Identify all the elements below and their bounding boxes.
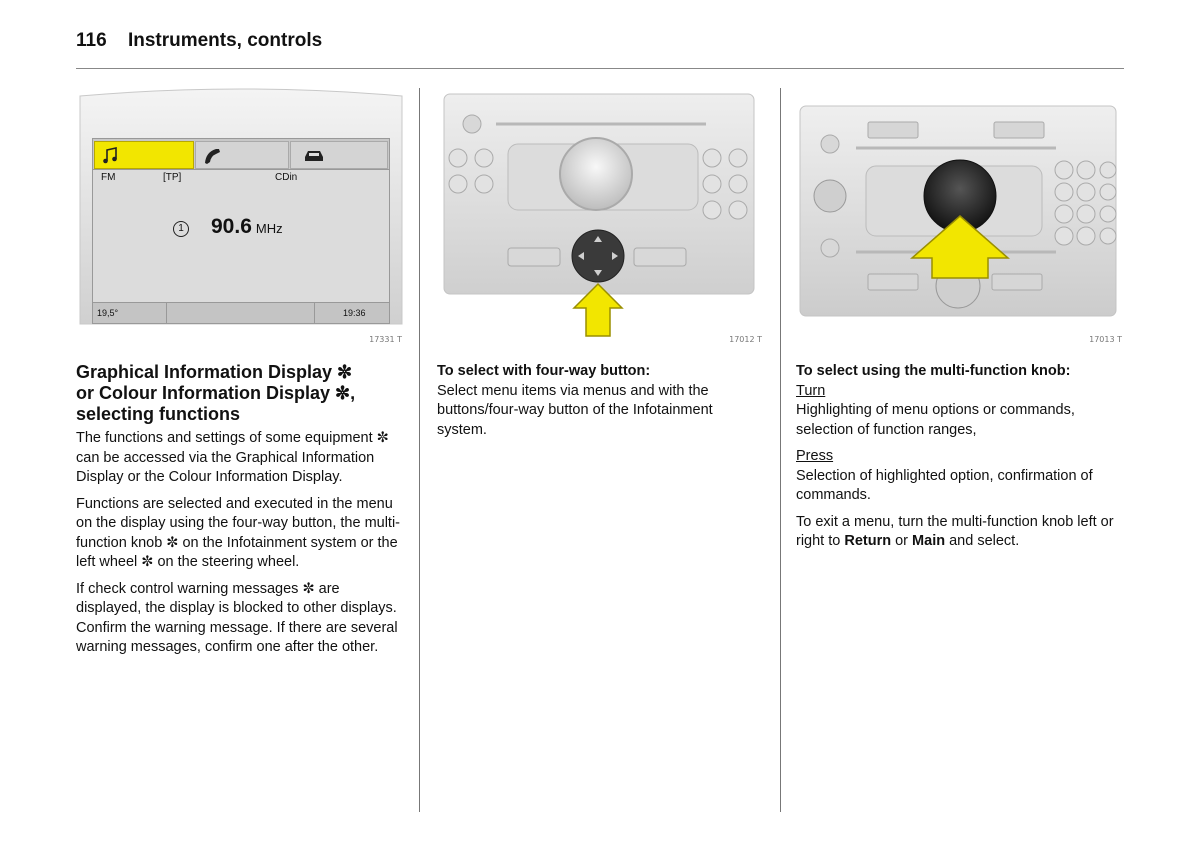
- figure-code: 17013 T: [1089, 335, 1122, 344]
- figure-code: 17012 T: [729, 335, 762, 344]
- column-graphical-display: [76, 362, 406, 665]
- tab-audio: [94, 141, 194, 169]
- temperature-readout: 19,5°: [93, 303, 167, 323]
- subsection-title: To select with four-way button:: [437, 363, 651, 379]
- phone-icon: [202, 146, 226, 166]
- fm-label: FM: [101, 172, 116, 183]
- column-divider: [780, 88, 781, 812]
- display-tab-bar: [93, 139, 389, 170]
- column-multi-function-knob: [796, 362, 1126, 559]
- display-figure: [76, 86, 406, 348]
- paragraph: The functions and settings of some equipment ✼ can be accessed via the Graphical Information Display or the Colour Information Display.: [76, 430, 389, 485]
- clock-readout: 19:36: [343, 308, 366, 318]
- paragraph: Selection of highlighted option, confirmation of commands.: [796, 467, 1093, 503]
- radio-panel-drawing: [436, 86, 766, 348]
- section-title: Graphical Information Display ✼ or Colour Information Display ✼, selecting functions: [76, 362, 356, 424]
- music-note-icon: [101, 146, 121, 166]
- tp-label: [TP]: [163, 172, 182, 183]
- paragraph: To exit a menu, turn the multi-function knob left or right to Return or Main and select.: [796, 513, 1114, 549]
- frequency-readout: [211, 215, 283, 239]
- tab-phone: [195, 141, 289, 169]
- subsection-title: To select using the multi-function knob:: [796, 363, 1071, 379]
- status-segment: [167, 303, 315, 323]
- cd-label: CDin: [275, 172, 298, 183]
- knob-panel-figure: [796, 86, 1126, 348]
- press-label: Press: [796, 448, 834, 464]
- column-four-way-button: [437, 362, 763, 447]
- paragraph: Highlighting of menu options or commands, selection of function ranges,: [796, 402, 1075, 438]
- turn-label: Turn: [796, 382, 826, 399]
- preset-number: 1: [173, 221, 189, 237]
- column-divider: [419, 88, 420, 812]
- page-title: Instruments, controls: [127, 30, 323, 51]
- frequency-unit: MHz: [255, 221, 283, 236]
- knob-panel-drawing: [796, 86, 1126, 348]
- display-status-bar: [93, 302, 389, 323]
- paragraph: If check control warning messages ✼ are displayed, the display is blocked to other displays. Confirm the warning message. If there are several warning messages, confirm one after the other.: [76, 580, 398, 655]
- paragraph: Functions are selected and executed in the menu on the display using the four-way button, the multi-function knob ✼ on the Infotainment system or the left wheel ✼ on the steering wheel.: [76, 495, 401, 570]
- tab-vehicle: [290, 141, 388, 169]
- radio-panel-figure: [436, 86, 766, 348]
- return-option: Return: [844, 533, 892, 549]
- main-option: Main: [912, 533, 946, 549]
- page-number: 116: [76, 30, 107, 51]
- figure-code: 17331 T: [369, 335, 402, 344]
- paragraph: Select menu items via menus and with the buttons/four-way button of the Infotainment system.: [437, 382, 713, 438]
- car-icon: [303, 146, 327, 166]
- frequency-value: 90.6: [211, 215, 252, 238]
- page-header: [76, 30, 322, 52]
- info-display-screen: [92, 138, 390, 324]
- header-rule: [76, 68, 1124, 69]
